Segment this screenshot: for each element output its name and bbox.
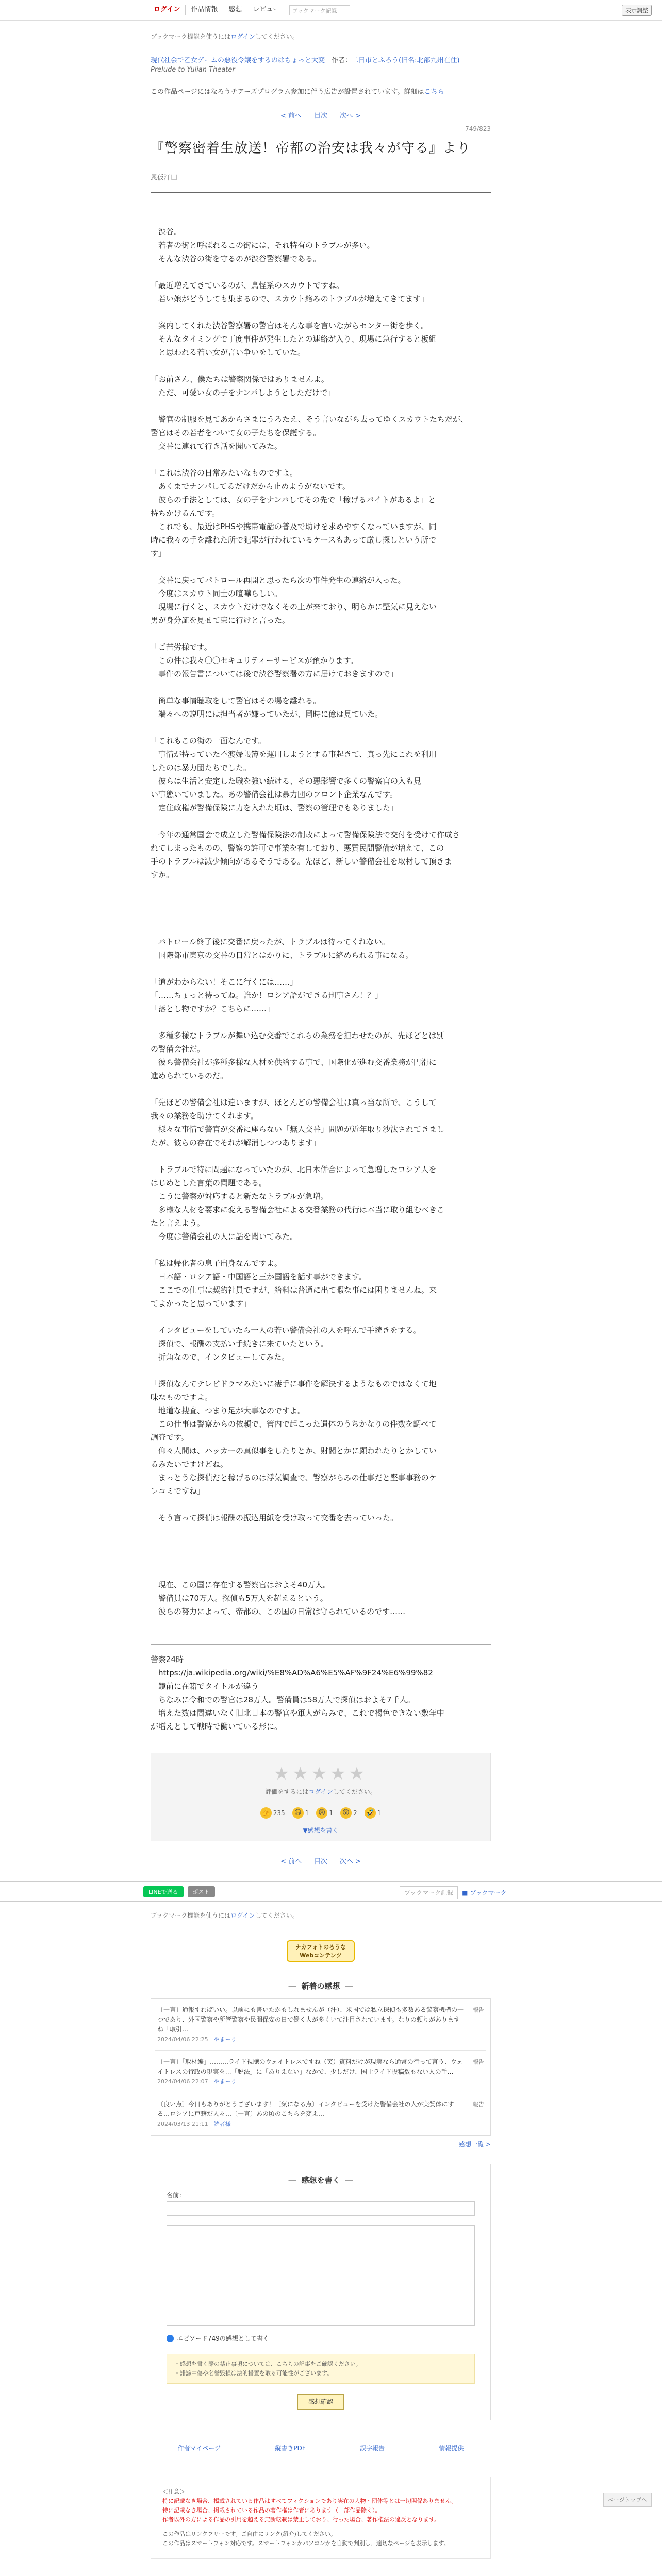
caution-normal-text <box>162 2530 479 2548</box>
afterword-line: 警察24時 <box>151 1655 184 1664</box>
body-line: 案内してくれた渋谷警察署の警官はそんな事を言いながらセンター街を歩く。 <box>151 321 429 330</box>
bookmark-button[interactable]: ■ ブックマーク <box>462 1889 507 1896</box>
body-line: 日本語・ロシア語・中国語と三か国語を話す事ができます。 <box>151 1272 367 1281</box>
body-line: 調査です。 <box>151 1433 189 1442</box>
reaction-emoji-icon: 👍 <box>260 1807 272 1819</box>
body-line: 「これもこの街の一面なんです。 <box>151 736 266 745</box>
body-line <box>151 1551 491 1565</box>
caution-red-line: 特に記載なき場合、掲載されている作品の著作権は作者にあります（一部作品除く）。 <box>162 2507 381 2514</box>
reaction-emoji-icon: 😢 <box>316 1807 327 1819</box>
body-line: 渋谷。 <box>151 227 182 236</box>
review-date: 2024/03/13 21:11 <box>157 2121 214 2127</box>
body-line: 仰々人間は、ハッカーの真似事をしたりとか、財閥とかに顕われたりとかしてい <box>151 1446 437 1455</box>
caution-red-line: 特に記載なき場合、掲載されている作品はすべてフィクションであり実在の人物・団体等とは一切関係ありません。 <box>162 2498 457 2504</box>
review-item <box>155 2093 486 2135</box>
top-nav <box>148 5 350 15</box>
body-line: 現在、この国に存在する警察官はおよそ40万人。 <box>151 1580 331 1589</box>
review-list-link[interactable]: 感想一覧 > <box>459 2141 491 2148</box>
chapter-author: 恩仮汗田 <box>151 174 178 182</box>
bookmark-search-input[interactable]: ブックマーク記録 <box>289 5 350 15</box>
body-line <box>151 922 491 935</box>
body-line: 今年の通常国会で成立した警備保険法の制改によって警備保険法で交付を受けて作成さ <box>151 830 460 839</box>
rating-login-link[interactable]: ログイン <box>308 1788 333 1795</box>
caution-line: ・感想を書く際の禁止事項については、こちらの記事をご確認ください。 <box>174 2361 361 2367</box>
body-line: 「ご苦労様です。 <box>151 642 212 652</box>
body-line: この仕事は警察からの依頼で、管内で起こった遺体のうちかなりの件数を調べて <box>151 1419 437 1429</box>
body-line: 警官の制服を見てあからさまにうろたえ、そう言いながら去ってゆくスカウトたちだが、 <box>151 415 468 424</box>
review-link[interactable]: レビュー <box>247 5 285 15</box>
body-line: 持ちかけるんです。 <box>151 509 220 518</box>
review-report-link[interactable]: 報告 <box>473 2007 484 2013</box>
x-post-button[interactable]: ポスト <box>188 1886 215 1897</box>
body-line: 現場に行くと、スカウトだけでなくその上が来ており、明らかに堅気に見えない <box>151 602 437 612</box>
body-line: 定住政権が警備保険に力を入れた頃は、警察の管理でもありました」 <box>151 803 399 812</box>
latest-reviews-list <box>151 1998 491 2136</box>
body-line <box>151 681 491 694</box>
body-line: 進められているのだ。 <box>151 1071 228 1080</box>
body-line: 「探偵なんてテレビドラマみたいに凄手に事件を解決するようなものではなくて地 <box>151 1379 437 1388</box>
afterword-line: 増えた数は間違いなく旧北日本の警官や軍人がらみで、これで褐色できない数年中 <box>151 1708 444 1718</box>
page-top-button[interactable]: ページトップへ <box>603 2493 652 2507</box>
rating-box <box>151 1753 491 1841</box>
reaction-count: 1 <box>305 1809 309 1817</box>
share-buttons <box>143 1886 215 1897</box>
body-line: レコミですね」 <box>151 1486 205 1496</box>
reaction-count: 1 <box>377 1809 382 1817</box>
review-text: 〔一言〕通報すればいい。以前にも書いたかもしれませんが（汗）、米国では私立探偵も多数ある警察機構の一つであり、外国警察や所管警察や民間保安の日で働く人が多くいて注目されています。なりの頼りがありますね「取引… <box>157 2006 464 2033</box>
review-user-link[interactable]: やまーり <box>213 2036 237 2043</box>
footer-links <box>151 2438 491 2458</box>
body-line: 「これは渋谷の日常みたいなものですよ。 <box>151 468 298 478</box>
body-line: あくまでナンパしてるだけだから止めようがないです。 <box>151 482 351 491</box>
body-line <box>151 265 491 279</box>
body-line: 彼らは生活と安定した職を強い続ける、その悪影響で多くの警察官の入も見 <box>151 776 422 786</box>
body-line: 地道な捜査、つまり足が大事なのですよ。 <box>151 1406 306 1415</box>
reaction-button[interactable] <box>292 1807 309 1819</box>
review-item <box>155 1999 486 2051</box>
chapter-body <box>151 212 491 1618</box>
review-user-link[interactable]: 読者様 <box>213 2121 231 2127</box>
review-user-link[interactable]: やまーり <box>213 2078 237 2085</box>
main-content <box>151 32 491 1866</box>
bookmark-controls <box>400 1886 507 1899</box>
series-title-link[interactable]: 現代社会で乙女ゲームの悪役令嬢をするのはちょっと大変 <box>151 57 325 64</box>
review-meta <box>157 2077 484 2087</box>
review-date: 2024/04/06 22:07 <box>157 2078 214 2085</box>
reaction-button[interactable] <box>365 1807 382 1819</box>
body-line: の警備会社だ。 <box>151 1044 205 1054</box>
review-form <box>151 2164 491 2420</box>
reaction-button[interactable] <box>316 1807 333 1819</box>
caution-red-text <box>162 2497 479 2524</box>
reaction-emoji-icon: 😲 <box>340 1807 352 1819</box>
caution-line: この作品はスマートフォン対応です。スマートフォンかパソコンかを自動で判別し、適切なページを表示します。 <box>162 2540 450 2547</box>
review-report-link[interactable]: 報告 <box>473 2059 484 2065</box>
bookmark-hint: ブックマーク機能を使うにはログインしてください。 <box>151 33 299 40</box>
afterword-line: https://ja.wikipedia.org/wiki/%E8%AD%A6%E5%AF%9F24%E6%99%82 <box>151 1668 433 1677</box>
top-bar <box>0 0 662 21</box>
body-line: 「私は帰化者の息子出身なんですよ。 <box>151 1259 283 1268</box>
body-line: 国際都市東京の交番の日常とはかりに、トラブルに絡められる事になる。 <box>151 951 413 960</box>
review-text: 〔一言〕「取材編」………ライド視聴のウェイトレスですね（笑）資料だけが現実なら通常の行って言う、ウェイトレスの行政の現実を…「脱法」に「ありえない」なかで、少しだけ、国士ライド投稿数もない人の手… <box>157 2058 463 2075</box>
write-feeling-toggle[interactable]: ▼感想を書く <box>303 1827 339 1834</box>
body-line <box>151 1498 491 1511</box>
body-line: 「落とし物ですか？こちらに……」 <box>151 1004 275 1013</box>
body-line: この件は我々〇〇セキュリティーサービスが預かります。 <box>151 656 358 665</box>
body-line <box>151 1015 491 1029</box>
body-line: ただ、可愛い女の子をナンパしようとしただけで」 <box>151 388 336 397</box>
bookmark-hint-2: ブックマーク機能を使うにはログインしてください。 <box>151 1912 299 1919</box>
body-line: すか。 <box>151 870 174 879</box>
body-line: 今度はスカウト同士の喧嘩らしい。 <box>151 589 283 598</box>
body-line: い事態いていました。あの警備会社は暴力団のフロント企業なんです。 <box>151 790 398 799</box>
episode-pager-top <box>151 110 491 120</box>
check-icon <box>167 2335 174 2342</box>
site-caution <box>151 2477 491 2559</box>
feeling-link[interactable]: 感想 <box>223 5 247 15</box>
body-line: パトロール終了後に交番に戻ったが、トラブルは待ってくれない。 <box>151 937 390 946</box>
works-info-link[interactable]: 作品情報 <box>186 5 223 15</box>
next-episode-link[interactable]: 次へ > <box>340 112 361 120</box>
reaction-count: 235 <box>273 1809 285 1817</box>
body-line: そう言って探偵は報酬の振込用紙を受け取って交番を去っていった。 <box>151 1513 399 1522</box>
body-line: 「最近増えてきているのが、鳥怪系のスカウトですね。 <box>151 281 344 290</box>
login-link-inline[interactable]: ログイン <box>230 33 255 40</box>
body-line: と思われる若い女が言い争いをしていた。 <box>151 348 306 357</box>
body-line: 探偵で、報酬の支払い手続きに来ていたという。 <box>151 1339 328 1348</box>
body-line <box>151 1524 491 1538</box>
body-line: こうに警察が対応すると新たなトラブルが急増。 <box>151 1192 328 1201</box>
body-line <box>151 721 491 734</box>
caution-line: この作品はリンクフリーです。ご自由にリンク(紹介)してください。 <box>162 2531 336 2537</box>
body-line <box>151 453 491 466</box>
body-line: ここでの仕事は契約社員ですが、給料は普通に出て暇な事には困りませんね。来 <box>151 1285 437 1295</box>
review-confirm-button[interactable]: 感想確認 <box>297 2394 344 2410</box>
body-line: 警官はその若者をついて女の子たちを保護する。 <box>151 428 321 437</box>
body-line <box>151 560 491 573</box>
body-line <box>151 359 491 372</box>
body-line: たが、彼らの存在でそれが解消しつつあります」 <box>151 1138 321 1147</box>
body-line <box>151 1538 491 1551</box>
review-text: 〔良い点〕今日もありがとうございます！〔気になる点〕インタビューを受けた警備会社の人が実質体にする…ロシアに戸籍だ人々…〔一言〕あの頃のこちらを変え… <box>157 2100 454 2117</box>
body-line: そんな渋谷の街を守るのが渋谷警察署である。 <box>151 254 321 263</box>
afterword <box>151 1644 491 1733</box>
reaction-count: 1 <box>329 1809 333 1817</box>
body-line: 事情が持っていた不渡婦帳簿を運用しようとする事起きて、真っ先にこれを利用 <box>151 750 437 759</box>
body-line: 「先ほどの警備会社は違いますが、ほとんどの警備会社は真っ当な所で、こうして <box>151 1098 437 1107</box>
caution-line: ・誹謗中傷や名誉毀損は法的措置を取る可能性がございます。 <box>174 2370 333 2377</box>
share-bar <box>0 1881 662 1902</box>
review-form-heading: ― 感想を書く ― <box>167 2175 475 2185</box>
ad-notice: この作品ページにはなろうチアーズプログラム参加に伴う広告が設置されています。詳細はこちら <box>151 88 444 96</box>
reaction-emoji-icon: 😃 <box>292 1807 304 1819</box>
caution-red-line: 作者以外の方による作品の引用を超える無断転載は禁止しており、行った場合、著作権法の違反となります。 <box>162 2516 440 2523</box>
rating-hint: 評価をするにはログインしてください。 <box>265 1788 376 1795</box>
body-line: 彼らの手法としては、女の子をナンパしてその先で「稼げるバイトがあるよ」と <box>151 495 436 504</box>
body-line: れてしまったものの、警察の許可で事業を有しており、悪質民間警備が増えて、この <box>151 843 444 853</box>
bookmark-search-input-2[interactable]: ブックマーク記録 <box>400 1886 458 1899</box>
body-line: 交番に戻ってパトロール再開と思ったら次の事件発生の連絡が入った。 <box>151 575 406 585</box>
body-line: てよかったと思っています」 <box>151 1299 252 1308</box>
body-line: たと言えよう。 <box>151 1218 205 1228</box>
login-link[interactable]: ログイン <box>148 5 186 15</box>
lower-content <box>151 1911 491 2576</box>
body-line <box>151 895 491 908</box>
review-meta <box>157 2119 484 2129</box>
body-line <box>151 882 491 895</box>
body-line: したのは暴力団たちでした。 <box>151 763 251 772</box>
body-line <box>151 627 491 640</box>
body-line: 「道がわからない！そこに行くには……」 <box>151 977 298 987</box>
body-line: 折角なので、インタビューしてみた。 <box>151 1352 290 1362</box>
reaction-count: 2 <box>353 1809 357 1817</box>
name-label: 名前： <box>167 2192 186 2199</box>
body-line: 彼ら警備会社が多種多様な人材を供給する事で、国際化が進む交番業務が円滑に <box>151 1058 437 1067</box>
reaction-emoji-icon: 🤣 <box>365 1807 376 1819</box>
body-line <box>151 962 491 975</box>
body-line: そんなタイミングで丁度事件が発生したとの連絡が入り、現場に急行すると板組 <box>151 334 437 344</box>
footer-link[interactable]: 情報提供 <box>439 2445 464 2452</box>
review-report-link[interactable]: 報告 <box>473 2101 484 2108</box>
body-line <box>151 212 491 225</box>
display-settings-button[interactable]: 表示調整 <box>622 5 652 16</box>
body-line: 男が身分証を見せて束に行けと言った。 <box>151 616 290 625</box>
series-subtitle: Prelude to Yulian Theater <box>151 66 235 74</box>
body-line <box>151 1243 491 1257</box>
review-date: 2024/04/06 22:25 <box>157 2036 214 2043</box>
review-item <box>155 2051 486 2093</box>
body-line: 若い娘がどうしても集まるので、スカウト絡みのトラブルが増えてきてます」 <box>151 294 429 303</box>
afterword-line: が増えとして戦時で働いている形に。 <box>151 1722 283 1731</box>
bookmark-icon: ■ <box>462 1889 468 1896</box>
body-line <box>151 306 491 319</box>
body-line: 彼らの努力によって、帝都の、この国の日常は守られているのです…… <box>151 1607 406 1616</box>
body-line: るみたいですけどね。 <box>151 1460 228 1469</box>
body-line <box>151 1149 491 1163</box>
episode-pager-bottom <box>151 1856 491 1866</box>
body-line <box>151 815 491 828</box>
body-line: まっとうな探偵だと稼げるのは浮気調査で、警察がらみの仕事だと堅事事務のケ <box>151 1473 437 1482</box>
body-line: す」 <box>151 549 167 558</box>
review-cautions <box>167 2354 475 2384</box>
body-line <box>151 1364 491 1377</box>
body-line: 「お前さん、僕たちは警察関係ではありませんよ。 <box>151 375 329 384</box>
episode-number: 749/823 <box>465 125 491 132</box>
footer-link[interactable]: 縦書きPDF <box>275 2445 306 2452</box>
notice-detail-link[interactable]: こちら <box>424 88 444 96</box>
body-line: 多様な人材を要求に変える警備会社による交番業務の代行は本当に取り組むべきこ <box>151 1205 445 1214</box>
body-line: はじめとした言葉の問題である。 <box>151 1178 267 1188</box>
body-line: 簡単な事情聴取をして警官はその場を離れる。 <box>151 696 321 705</box>
reaction-button[interactable] <box>340 1807 357 1819</box>
body-line <box>151 1565 491 1578</box>
reaction-button[interactable] <box>260 1807 285 1819</box>
rating-stars[interactable]: ★★★★★ <box>273 1764 368 1784</box>
body-line: 我々の業務を助けてくれます。 <box>151 1111 258 1121</box>
body-line: 手のトラブルは減少傾向があるそうである。先ほど、新しい警備会社を取材して頂きま <box>151 857 452 866</box>
footer-link[interactable]: 誤字報告 <box>360 2445 385 2452</box>
line-share-button[interactable]: LINEで送る <box>143 1886 184 1897</box>
body-line: 事件の報告書については後で渋谷警察署の方に届けておきますので」 <box>151 669 398 679</box>
web-content-banner[interactable]: ナカフォトのろうな Webコンテンツ <box>287 1940 355 1962</box>
body-line: 端々への説明には担当者が嫌っていたが、同時に億は見ていた。 <box>151 709 383 719</box>
body-line: 警備員は70万人。探偵も5万人を超えるという。 <box>151 1594 328 1603</box>
body-line: これでも、最近はPHSや携帯電話の普及で助けを求めやすくなっていますが、同 <box>151 522 437 531</box>
body-line: 味なものですよ。 <box>151 1393 213 1402</box>
title-divider <box>151 192 491 193</box>
author-link[interactable]: 二日市とふろう(旧名:北部九州在住) <box>352 57 460 64</box>
body-line <box>151 1082 491 1096</box>
body-line: 「……ちょっと待ってね。誰か！ロシア語ができる刑事さん！？」 <box>151 991 383 1000</box>
body-line: 今度は警備会社の人に話を聞いてみた。 <box>151 1232 298 1241</box>
body-line: 交番に連れて行き話を聞いてみた。 <box>151 442 283 451</box>
review-textarea[interactable] <box>167 2225 475 2326</box>
body-line: 若者の街と呼ばれるこの街には、それ特有のトラブルが多い。 <box>151 241 375 250</box>
chapter-title: 『警察密着生放送！帝都の治安は我々が守る』より <box>151 141 471 156</box>
prev-episode-link[interactable]: < 前へ <box>280 112 302 120</box>
latest-reviews-heading: ― 新着の感想 ― <box>151 1980 491 1991</box>
next-episode-link-bottom[interactable]: 次へ > <box>340 1858 361 1866</box>
body-line <box>151 1310 491 1324</box>
reaction-list <box>151 1807 490 1819</box>
body-line: トラブルで特に問題になっていたのが、北日本併合によって急増したロシア人を <box>151 1165 437 1174</box>
episode-review-checkbox[interactable]: エピソード749の感想として書く <box>167 2334 475 2343</box>
name-input[interactable] <box>167 2201 475 2216</box>
afterword-line: ちなみに令和での警官は28万人。警備員は58万人で探偵はおよそ7千人。 <box>151 1695 415 1704</box>
body-line <box>151 908 491 922</box>
caution-title: ＜注意＞ <box>162 2488 185 2495</box>
body-line <box>151 399 491 413</box>
body-line: インタビューをしていたら一人の若い警備会社の人を呼んで手続きをする。 <box>151 1326 421 1335</box>
afterword-line: 鏡前に在籍でタイトルが違う <box>151 1682 259 1691</box>
body-line: 多種多様なトラブルが舞い込む交番でこれらの業務を担わせたのが、先ほどとは別 <box>151 1031 444 1040</box>
review-meta <box>157 2035 484 2044</box>
footer-link[interactable]: 作者マイページ <box>177 2445 221 2452</box>
body-line: 時に我々の手を離れた所で犯罪が行われているケースもあって厳し探しという所で <box>151 535 437 545</box>
series-info: 現代社会で乙女ゲームの悪役令嬢をするのはちょっと大変 作者：二日市とふろう(旧名:北部九州在住) Prelude to Yulian Theater <box>151 56 491 75</box>
prev-episode-link-bottom[interactable]: < 前へ <box>280 1858 302 1866</box>
index-link[interactable]: 目次 <box>313 112 327 120</box>
body-line: 様々な事情で警官が交番に座らない「無人交番」問題が近年取り沙汰されてきまし <box>151 1125 445 1134</box>
index-link-bottom[interactable]: 目次 <box>313 1858 327 1866</box>
login-link-inline-2[interactable]: ログイン <box>230 1912 255 1919</box>
